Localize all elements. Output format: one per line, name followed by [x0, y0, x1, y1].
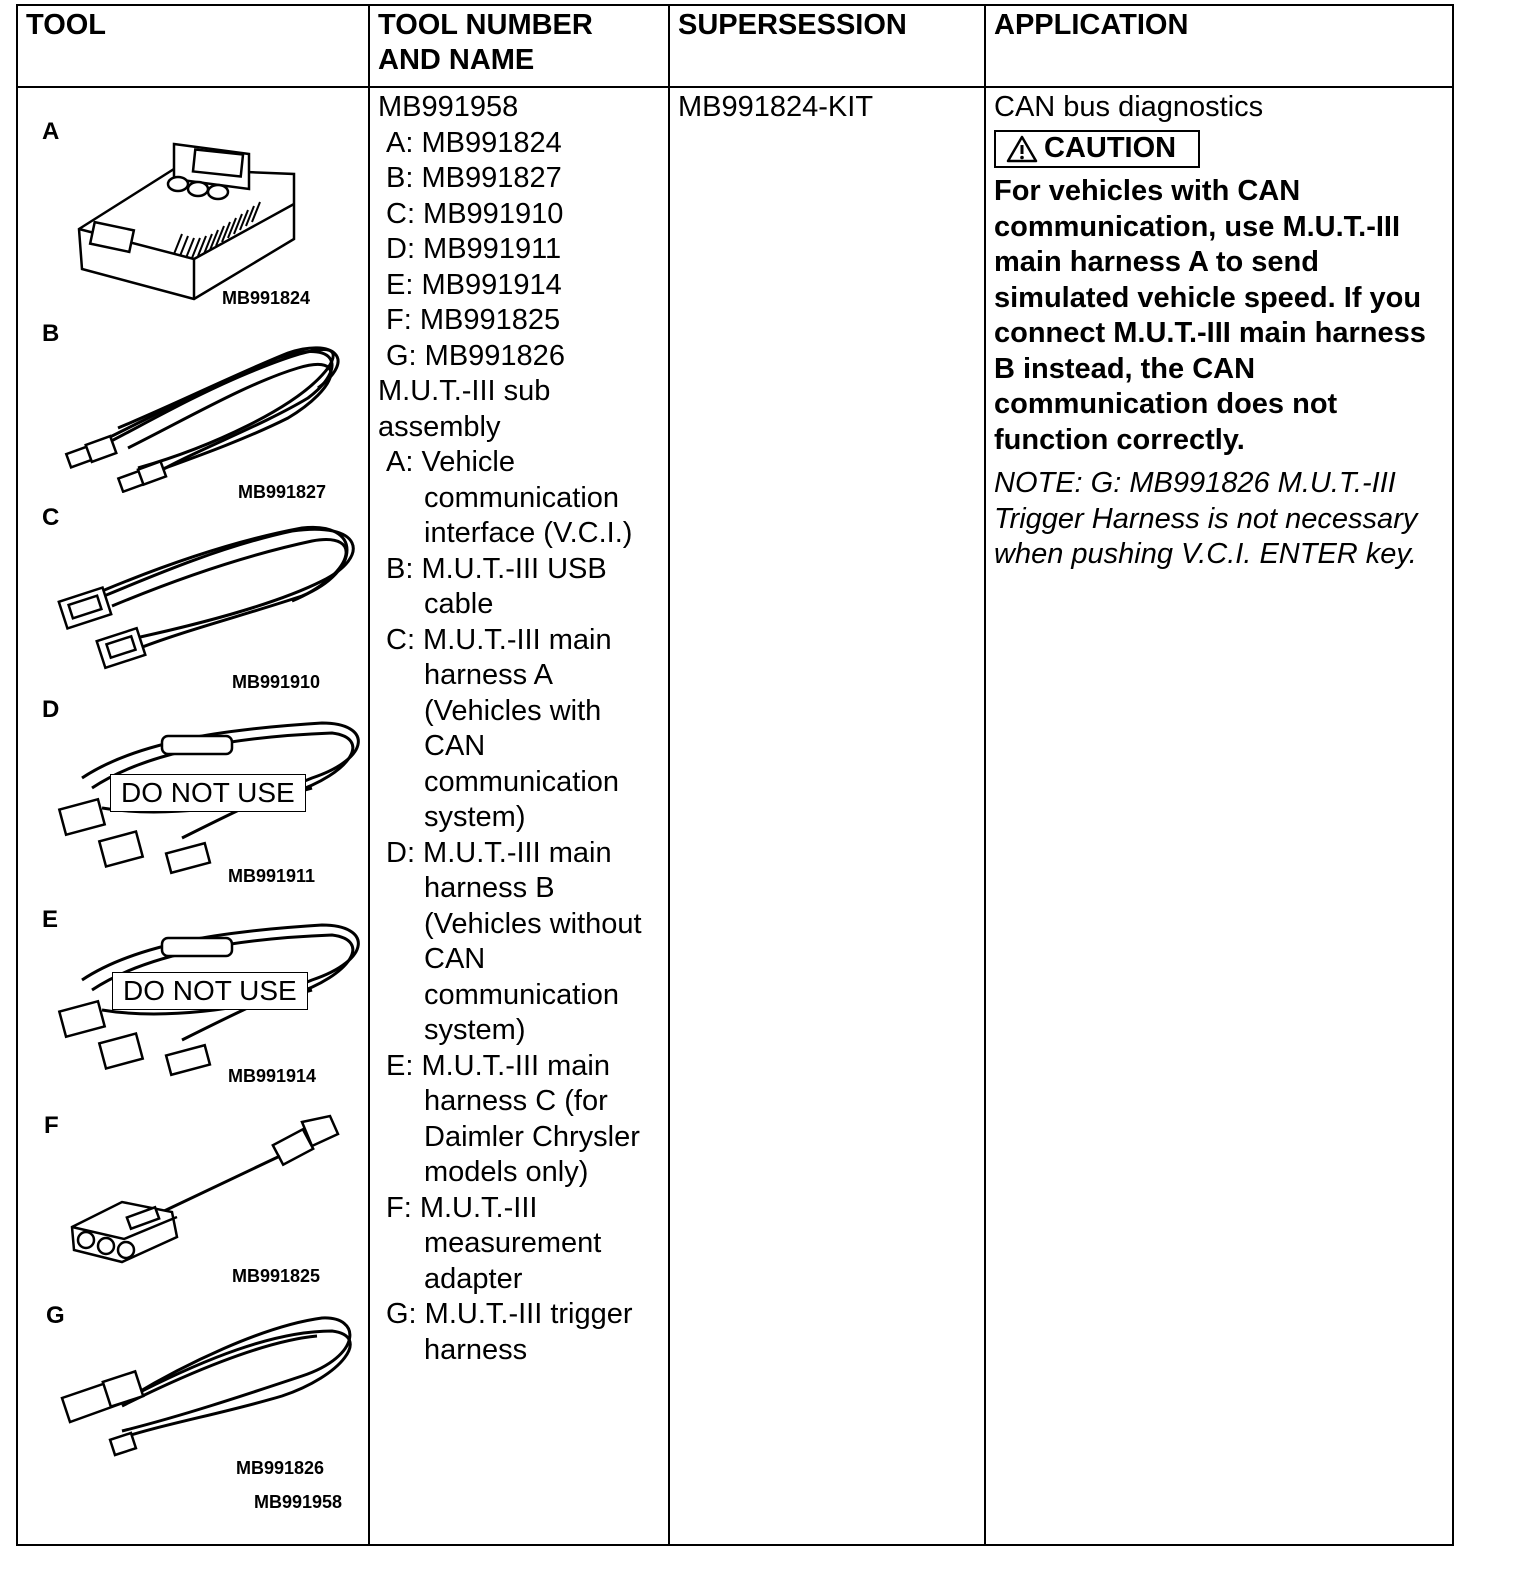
- caution-text: [994, 174, 1444, 458]
- caution-line: communication does not: [994, 388, 1338, 420]
- tool-letter-d: D: [42, 696, 60, 723]
- tool-name-line: communication: [424, 978, 620, 1011]
- tool-name-line: CAN: [424, 730, 486, 762]
- header-supersession: SUPERSESSION: [678, 9, 907, 41]
- part-number-e: MB991914: [228, 1066, 317, 1086]
- tool-name-label: E: M.U.T.-III main: [386, 1049, 610, 1082]
- column-divider: [984, 6, 986, 1544]
- tool-letter-e: E: [42, 906, 59, 933]
- usb-cable-illustration: [48, 328, 348, 493]
- tool-name-line: Daimler Chrysler: [424, 1120, 640, 1153]
- tool-name-entry-a: [378, 445, 668, 552]
- caution-box: [994, 130, 1200, 168]
- column-divider: [368, 6, 370, 1544]
- tool-name-line: harness A: [424, 659, 553, 691]
- tool-name-entry-f: [378, 1191, 668, 1298]
- tool-name-line: system): [424, 1014, 526, 1046]
- note-line: Trigger Harness is not necessary: [994, 502, 1418, 535]
- tool-part-item: G: MB991826: [386, 339, 565, 372]
- tool-letter-g: G: [46, 1302, 65, 1329]
- part-number-f: MB991825: [232, 1266, 321, 1286]
- tool-name-line: CAN: [424, 943, 486, 975]
- tool-number-main: MB991958: [378, 91, 519, 123]
- tool-name-label: G: M.U.T.-III trigger: [386, 1298, 633, 1330]
- caution-line: B instead, the CAN: [994, 352, 1256, 385]
- tool-name-label: C: M.U.T.-III main: [386, 623, 612, 656]
- tool-letter-f: F: [44, 1112, 59, 1139]
- tool-part-item: B: MB991827: [386, 162, 562, 194]
- tool-name-line: harness B: [424, 872, 555, 904]
- header-divider: [18, 86, 1452, 88]
- tool-name-line: (Vehicles without: [424, 907, 642, 940]
- tool-name-line: system): [424, 801, 526, 833]
- warning-triangle-icon: [1006, 135, 1038, 163]
- trigger-harness-illustration: [42, 1306, 352, 1466]
- tool-name-entry-b: [378, 552, 668, 623]
- application-cell: [994, 90, 1444, 573]
- tool-name-entry-e: [378, 1049, 668, 1191]
- subassembly-title-cont: assembly: [378, 410, 501, 443]
- tool-name-label: F: M.U.T.-III: [386, 1191, 538, 1224]
- tool-name-line: measurement: [424, 1227, 602, 1259]
- header-tool-number-line1: TOOL NUMBER: [378, 9, 593, 41]
- tool-part-item: F: MB991825: [386, 304, 561, 336]
- header-application: APPLICATION: [994, 9, 1189, 41]
- note-line: when pushing V.C.I. ENTER key.: [994, 538, 1417, 570]
- special-tool-table: [16, 4, 1454, 1546]
- tool-name-line: models only): [424, 1156, 589, 1188]
- tool-name-line: interface (V.C.I.): [424, 517, 633, 549]
- part-number-a: MB991824: [222, 288, 311, 308]
- tool-name-line: harness: [424, 1333, 528, 1366]
- tool-name-entry-c: [378, 623, 668, 836]
- caution-line: communication, use M.U.T.-III: [994, 210, 1401, 243]
- tool-letter-a: A: [42, 118, 60, 145]
- part-number-g: MB991826: [236, 1458, 325, 1478]
- vci-unit-illustration: [74, 134, 304, 304]
- measurement-adapter-illustration: [62, 1112, 342, 1272]
- caution-line: For vehicles with CAN: [994, 175, 1301, 207]
- caution-line: main harness A to send: [994, 246, 1319, 278]
- part-number-d: MB991911: [228, 866, 316, 886]
- tool-name-line: (Vehicles with: [424, 694, 602, 727]
- tool-name-line: communication: [424, 765, 620, 798]
- tool-name-label: D: M.U.T.-III main: [386, 836, 612, 869]
- caution-label: CAUTION: [1044, 131, 1177, 164]
- tool-part-item: A: MB991824: [386, 126, 562, 159]
- do-not-use-label-e: DO NOT USE: [112, 972, 308, 1010]
- tool-part-item: D: MB991911: [386, 233, 562, 265]
- tool-name-label: B: M.U.T.-III USB: [386, 552, 607, 585]
- header-tool-number: [378, 8, 593, 78]
- do-not-use-label-d: DO NOT USE: [110, 774, 306, 812]
- tool-name-entry-d: [378, 836, 668, 1049]
- tool-name-line: adapter: [424, 1262, 523, 1295]
- tool-part-item: C: MB991910: [386, 197, 564, 230]
- caution-line: connect M.U.T.-III main harness: [994, 317, 1426, 349]
- tool-letter-b: B: [42, 320, 60, 347]
- part-number-c: MB991910: [232, 672, 321, 692]
- kit-part-number: MB991958: [254, 1492, 343, 1512]
- tool-letter-c: C: [42, 504, 60, 531]
- subassembly-title: M.U.T.-III sub: [378, 375, 551, 407]
- tool-number-and-name-cell: [378, 90, 668, 1368]
- tool-name-line: cable: [424, 588, 494, 620]
- main-harness-a-illustration: [42, 516, 362, 676]
- tool-part-item: E: MB991914: [386, 268, 562, 301]
- part-number-b: MB991827: [238, 482, 327, 502]
- tool-name-line: communication: [424, 481, 620, 514]
- header-tool: TOOL: [26, 9, 107, 41]
- header-tool-number-line2: AND NAME: [378, 44, 535, 76]
- tool-name-line: harness C (for: [424, 1085, 608, 1117]
- tool-name-label: A: Vehicle: [386, 446, 515, 478]
- note-line: NOTE: G: MB991826 M.U.T.-III: [994, 467, 1396, 499]
- caution-line: simulated vehicle speed. If you: [994, 281, 1422, 314]
- column-divider: [668, 6, 670, 1544]
- supersession-cell: MB991824-KIT: [678, 91, 874, 123]
- tool-name-entry-g: [378, 1297, 668, 1368]
- application-title: CAN bus diagnostics: [994, 91, 1264, 123]
- caution-line: function correctly.: [994, 423, 1245, 456]
- note-text: [994, 466, 1444, 573]
